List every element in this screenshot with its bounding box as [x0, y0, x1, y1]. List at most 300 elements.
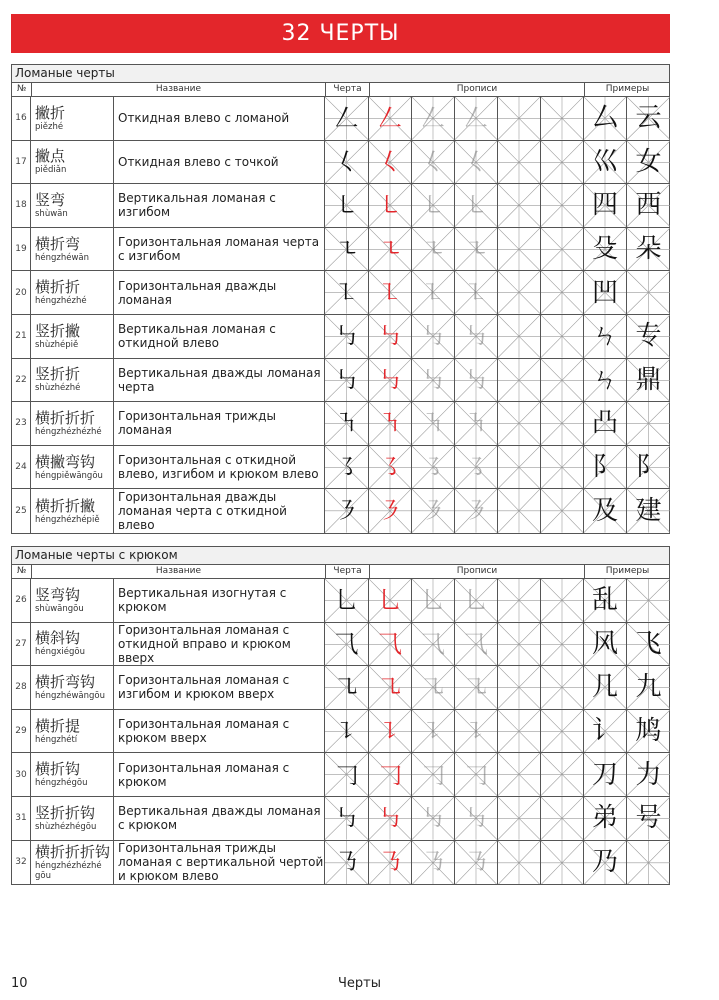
copy-glyph: ㇄ — [378, 191, 402, 220]
copy-glyph: ㇋ — [421, 497, 445, 526]
stroke-name: Горизонтальная ломаная с откидной вправо и крюком вверх — [114, 623, 325, 666]
copy-glyph: ㇋ — [464, 497, 488, 526]
practice-grid — [498, 623, 540, 666]
example-cell — [584, 841, 627, 885]
stroke-hanzi-cell — [31, 271, 114, 314]
header-name: Название — [31, 83, 325, 96]
copy-glyph: ㇊ — [421, 717, 445, 746]
copy-cell — [541, 753, 584, 796]
practice-grid — [541, 446, 583, 489]
practice-grid — [498, 710, 540, 753]
example-cell — [627, 271, 670, 314]
header-examples: Примеры — [584, 83, 670, 96]
stroke-pinyin: héngzhézhézhé — [35, 426, 102, 437]
example-glyph: 及 — [591, 496, 618, 527]
example-cell — [627, 753, 670, 796]
stroke-name: Горизонтальная дважды ломаная — [114, 271, 325, 314]
copy-cell — [369, 271, 412, 314]
copy-cell — [541, 841, 584, 885]
page-title: 32 ЧЕРТЫ — [281, 21, 400, 46]
stroke-cell — [325, 97, 369, 140]
example-glyph: 厶 — [591, 103, 618, 134]
copy-cell — [412, 402, 455, 445]
copy-glyph: ㇉ — [421, 322, 445, 351]
copy-glyph: ㇡ — [464, 848, 488, 877]
row-number: 16 — [12, 97, 31, 140]
stroke-pinyin: héngzhézhé — [35, 296, 87, 307]
copy-cell — [498, 489, 541, 533]
stroke-cell — [325, 271, 369, 314]
stroke-glyph: 𠃌 — [334, 760, 359, 789]
practice-grid — [541, 753, 583, 796]
stroke-cell — [325, 315, 369, 358]
copy-cell — [455, 271, 498, 314]
example-cell — [627, 797, 670, 840]
copy-cell — [541, 666, 584, 709]
table-row — [12, 228, 669, 272]
stroke-hanzi: 横折钩 — [35, 760, 81, 779]
example-cell — [627, 710, 670, 753]
copy-cell — [455, 489, 498, 533]
example-cell — [627, 315, 670, 358]
copy-glyph: ㇌ — [464, 453, 488, 482]
practice-grid — [498, 228, 540, 271]
example-glyph: 四 — [591, 190, 618, 221]
example-cell — [584, 184, 627, 227]
row-number: 32 — [12, 841, 31, 885]
stroke-pinyin: piězhé — [35, 121, 64, 132]
stroke-hanzi-cell — [31, 841, 114, 885]
row-number: 27 — [12, 623, 31, 666]
section-title: Ломаные черты — [12, 65, 669, 83]
stroke-cell — [325, 841, 369, 885]
practice-grid — [541, 228, 583, 271]
stroke-pinyin: piědiǎn — [35, 165, 67, 176]
copy-glyph: ⺄ — [421, 629, 445, 658]
practice-grid — [541, 666, 583, 709]
stroke-pinyin: héngxiégōu — [35, 647, 86, 658]
copy-cell — [541, 402, 584, 445]
copy-cell — [498, 315, 541, 358]
copy-cell — [369, 97, 412, 140]
stroke-hanzi: 横折弯 — [35, 234, 81, 253]
copy-cell — [412, 228, 455, 271]
copy-glyph: 𡿨 — [378, 147, 402, 176]
header-examples: Примеры — [584, 565, 670, 578]
example-glyph: 巛 — [591, 146, 618, 177]
example-cell — [627, 184, 670, 227]
example-glyph: 乃 — [591, 847, 618, 878]
stroke-cell — [325, 184, 369, 227]
table-row — [12, 402, 669, 446]
example-glyph: 凹 — [591, 277, 618, 308]
copy-cell — [369, 359, 412, 402]
copy-cell — [498, 184, 541, 227]
practice-grid — [498, 402, 540, 445]
copy-cell — [369, 710, 412, 753]
example-cell — [584, 710, 627, 753]
stroke-hanzi: 竖弯钩 — [35, 585, 81, 604]
header-stroke: Черта — [325, 83, 369, 96]
row-number: 19 — [12, 228, 31, 271]
copy-cell — [369, 841, 412, 885]
copy-cell — [541, 359, 584, 402]
stroke-pinyin: héngzhézhézhé gōu — [35, 860, 102, 881]
copy-cell — [455, 579, 498, 622]
copy-cell — [541, 623, 584, 666]
example-glyph: 阝 — [635, 452, 662, 483]
practice-grid — [541, 623, 583, 666]
copy-cell — [369, 184, 412, 227]
stroke-hanzi: 竖折折 — [35, 365, 81, 384]
row-number: 22 — [12, 359, 31, 402]
copy-cell — [455, 623, 498, 666]
stroke-hanzi-cell — [31, 489, 114, 533]
stroke-glyph: ㇅ — [334, 278, 359, 307]
table-row — [12, 359, 669, 403]
copy-cell — [412, 359, 455, 402]
example-glyph: 刀 — [591, 759, 618, 790]
practice-grid — [541, 97, 583, 140]
copy-glyph: ㇄ — [464, 191, 488, 220]
example-cell — [584, 359, 627, 402]
stroke-pinyin: shùzhépiě — [35, 339, 79, 350]
copy-glyph: ㇉ — [464, 804, 488, 833]
stroke-hanzi: 撇点 — [35, 147, 66, 166]
copy-glyph: 𠃋 — [464, 104, 488, 133]
example-glyph: 鼎 — [635, 364, 662, 395]
copy-cell — [541, 579, 584, 622]
copy-cell — [455, 753, 498, 796]
copy-cell — [369, 446, 412, 489]
row-number: 30 — [12, 753, 31, 796]
copy-glyph: ㇈ — [464, 673, 488, 702]
copy-cell — [369, 315, 412, 358]
practice-grid — [541, 710, 583, 753]
copy-glyph: 𠃌 — [378, 760, 402, 789]
example-cell — [584, 315, 627, 358]
practice-grid — [541, 402, 583, 445]
stroke-glyph: ㇄ — [334, 191, 359, 220]
stroke-hanzi: 横撇弯钩 — [35, 452, 96, 471]
stroke-hanzi-cell — [31, 402, 114, 445]
copy-cell — [412, 446, 455, 489]
example-cell — [627, 228, 670, 271]
stroke-name: Горизонтальная ломаная с крюком вверх — [114, 710, 325, 753]
table-row — [12, 489, 669, 533]
example-cell — [627, 489, 670, 533]
copy-cell — [541, 315, 584, 358]
copy-cell — [498, 579, 541, 622]
stroke-glyph: ㇋ — [334, 497, 359, 526]
stroke-cell — [325, 402, 369, 445]
example-glyph: 风 — [591, 628, 618, 659]
copy-cell — [455, 841, 498, 885]
stroke-hanzi-cell — [31, 141, 114, 184]
example-glyph: 力 — [635, 759, 662, 790]
copy-cell — [498, 97, 541, 140]
example-cell — [584, 666, 627, 709]
example-cell — [627, 359, 670, 402]
stroke-name: Вертикальная изогнутая с крюком — [114, 579, 325, 622]
stroke-name: Откидная влево с ломаной — [114, 97, 325, 140]
page-number: 10 — [11, 976, 28, 991]
stroke-hanzi-cell — [31, 97, 114, 140]
practice-grid — [498, 271, 540, 314]
practice-grid — [498, 841, 540, 885]
stroke-glyph: ㇎ — [334, 409, 359, 438]
table-row — [12, 710, 669, 754]
copy-cell — [498, 841, 541, 885]
example-glyph: 专 — [635, 321, 662, 352]
stroke-pinyin: héngzhéwāngōu — [35, 690, 106, 701]
copy-glyph: 𠃌 — [464, 760, 488, 789]
copy-cell — [498, 623, 541, 666]
stroke-name: Вертикальная дважды ломаная с крюком — [114, 797, 325, 840]
copy-glyph: ㇉ — [378, 804, 402, 833]
stroke-name: Горизонтальная ломаная с изгибом и крюком вверх — [114, 666, 325, 709]
stroke-name: Вертикальная дважды ломаная черта — [114, 359, 325, 402]
practice-grid — [498, 489, 540, 533]
copy-cell — [369, 579, 412, 622]
copy-cell — [541, 797, 584, 840]
row-number: 29 — [12, 710, 31, 753]
copy-glyph: ㇡ — [421, 848, 445, 877]
example-cell — [584, 228, 627, 271]
stroke-hanzi: 横折弯钩 — [35, 672, 96, 691]
example-glyph: 讠 — [591, 716, 618, 747]
copy-cell — [498, 402, 541, 445]
example-glyph: 九 — [635, 672, 662, 703]
copy-glyph: ⺄ — [378, 629, 402, 658]
copy-cell — [498, 710, 541, 753]
copy-cell — [369, 797, 412, 840]
table-row — [12, 841, 669, 885]
example-glyph: 鸠 — [635, 716, 662, 747]
stroke-name: Горизонтальная с откидной влево, изгибом и крюком влево — [114, 446, 325, 489]
copy-cell — [498, 228, 541, 271]
copy-cell — [455, 141, 498, 184]
copy-glyph: ㇎ — [464, 409, 488, 438]
stroke-name: Откидная влево с точкой — [114, 141, 325, 184]
stroke-hanzi: 横斜钩 — [35, 629, 81, 648]
copy-glyph: ㇍ — [464, 235, 488, 264]
example-cell — [627, 97, 670, 140]
copy-glyph: ㇋ — [378, 497, 402, 526]
stroke-glyph: ㇉ — [334, 322, 359, 351]
copy-cell — [455, 666, 498, 709]
stroke-pinyin: shùzhézhégōu — [35, 821, 97, 832]
table-header — [12, 83, 669, 97]
example-glyph: 朵 — [635, 234, 662, 265]
stroke-name: Горизонтальная ломаная черта с изгибом — [114, 228, 325, 271]
copy-glyph: ㇉ — [464, 322, 488, 351]
copy-glyph: 𠃋 — [378, 104, 402, 133]
copy-cell — [412, 271, 455, 314]
copy-glyph: ㇉ — [421, 365, 445, 394]
copy-cell — [455, 402, 498, 445]
copy-glyph: ㇅ — [464, 278, 488, 307]
stroke-cell — [325, 141, 369, 184]
copy-cell — [541, 141, 584, 184]
row-number: 24 — [12, 446, 31, 489]
copy-cell — [498, 271, 541, 314]
copy-cell — [412, 579, 455, 622]
example-cell — [627, 841, 670, 885]
copy-glyph: ㇅ — [378, 278, 402, 307]
copy-cell — [498, 359, 541, 402]
copy-cell — [541, 271, 584, 314]
example-glyph — [627, 402, 670, 445]
stroke-hanzi-cell — [31, 710, 114, 753]
copy-glyph: 𡿨 — [464, 147, 488, 176]
practice-grid — [541, 184, 583, 227]
copy-cell — [455, 710, 498, 753]
practice-grid — [541, 141, 583, 184]
copy-cell — [498, 753, 541, 796]
copy-cell — [369, 753, 412, 796]
stroke-pinyin: héngzhégōu — [35, 778, 88, 789]
example-cell — [584, 402, 627, 445]
example-glyph: ㄣ — [591, 364, 618, 395]
copy-glyph: 𡿨 — [421, 147, 445, 176]
practice-grid — [541, 841, 583, 885]
copy-glyph: ㇅ — [421, 278, 445, 307]
example-glyph: 飞 — [635, 628, 662, 659]
stroke-glyph: ㇉ — [334, 365, 359, 394]
example-cell — [584, 579, 627, 622]
practice-grid — [498, 359, 540, 402]
practice-grid — [541, 359, 583, 402]
copy-cell — [541, 710, 584, 753]
stroke-hanzi: 横折折折钩 — [35, 842, 111, 861]
example-glyph: 弟 — [591, 803, 618, 834]
example-cell — [584, 489, 627, 533]
section-broken-strokes — [11, 64, 670, 534]
example-cell — [584, 446, 627, 489]
table-row — [12, 797, 669, 841]
stroke-glyph: ㇡ — [334, 848, 359, 877]
example-glyph: 西 — [635, 190, 662, 221]
stroke-name: Горизонтальная трижды ломаная — [114, 402, 325, 445]
section-hooked-strokes — [11, 546, 670, 885]
example-cell — [627, 666, 670, 709]
copy-cell — [412, 315, 455, 358]
example-cell — [584, 141, 627, 184]
stroke-glyph: ㇈ — [334, 673, 359, 702]
copy-cell — [498, 141, 541, 184]
copy-glyph: 乚 — [421, 586, 445, 615]
stroke-hanzi: 横折折折 — [35, 408, 96, 427]
copy-glyph: ㇊ — [378, 717, 402, 746]
stroke-glyph: ㇉ — [334, 804, 359, 833]
copy-cell — [455, 97, 498, 140]
stroke-pinyin: héngpiěwāngōu — [35, 470, 103, 481]
stroke-hanzi: 横折折撇 — [35, 496, 96, 515]
example-cell — [627, 141, 670, 184]
row-number: 26 — [12, 579, 31, 622]
header-stroke: Черта — [325, 565, 369, 578]
stroke-glyph: ㇌ — [334, 453, 359, 482]
stroke-name: Горизонтальная ломаная с крюком — [114, 753, 325, 796]
stroke-cell — [325, 489, 369, 533]
row-number: 17 — [12, 141, 31, 184]
example-glyph — [627, 841, 670, 885]
practice-grid — [498, 446, 540, 489]
stroke-pinyin: héngzhéwān — [35, 252, 90, 263]
stroke-hanzi-cell — [31, 184, 114, 227]
example-glyph: 殳 — [591, 234, 618, 265]
row-number: 20 — [12, 271, 31, 314]
example-glyph: 阝 — [591, 452, 618, 483]
example-glyph: 乱 — [591, 585, 618, 616]
stroke-hanzi: 竖折折钩 — [35, 803, 96, 822]
practice-grid — [498, 666, 540, 709]
stroke-hanzi-cell — [31, 579, 114, 622]
stroke-hanzi-cell — [31, 666, 114, 709]
table-header — [12, 565, 669, 579]
practice-grid — [498, 579, 540, 622]
copy-cell — [369, 141, 412, 184]
example-glyph: 云 — [635, 103, 662, 134]
row-number: 31 — [12, 797, 31, 840]
copy-cell — [541, 184, 584, 227]
practice-grid — [498, 315, 540, 358]
row-number: 25 — [12, 489, 31, 533]
stroke-hanzi-cell — [31, 359, 114, 402]
copy-cell — [455, 446, 498, 489]
table-row — [12, 141, 669, 185]
practice-grid — [498, 141, 540, 184]
copy-glyph: ㇊ — [464, 717, 488, 746]
stroke-pinyin: shùzhézhé — [35, 383, 81, 394]
copy-cell — [541, 228, 584, 271]
practice-grid — [498, 797, 540, 840]
table-row — [12, 623, 669, 667]
example-glyph: 凸 — [591, 408, 618, 439]
header-num: № — [16, 84, 27, 94]
stroke-hanzi-cell — [31, 315, 114, 358]
row-number: 18 — [12, 184, 31, 227]
copy-glyph: ㇍ — [378, 235, 402, 264]
stroke-cell — [325, 579, 369, 622]
example-cell — [627, 446, 670, 489]
copy-glyph: ㇈ — [378, 673, 402, 702]
stroke-hanzi: 竖弯 — [35, 190, 66, 209]
table-row — [12, 579, 669, 623]
copy-glyph: ⺄ — [464, 629, 488, 658]
stroke-cell — [325, 359, 369, 402]
table-row — [12, 315, 669, 359]
header-copy: Прописи — [369, 565, 584, 578]
practice-grid — [498, 97, 540, 140]
example-glyph: 女 — [635, 146, 662, 177]
copy-cell — [369, 666, 412, 709]
table-row — [12, 753, 669, 797]
practice-grid — [541, 315, 583, 358]
copy-glyph: ㇎ — [421, 409, 445, 438]
copy-cell — [369, 623, 412, 666]
example-cell — [627, 623, 670, 666]
example-glyph — [627, 271, 670, 314]
practice-grid — [541, 797, 583, 840]
example-glyph: 建 — [635, 496, 662, 527]
example-cell — [627, 402, 670, 445]
copy-cell — [412, 753, 455, 796]
copy-cell — [455, 228, 498, 271]
example-cell — [584, 753, 627, 796]
stroke-cell — [325, 446, 369, 489]
